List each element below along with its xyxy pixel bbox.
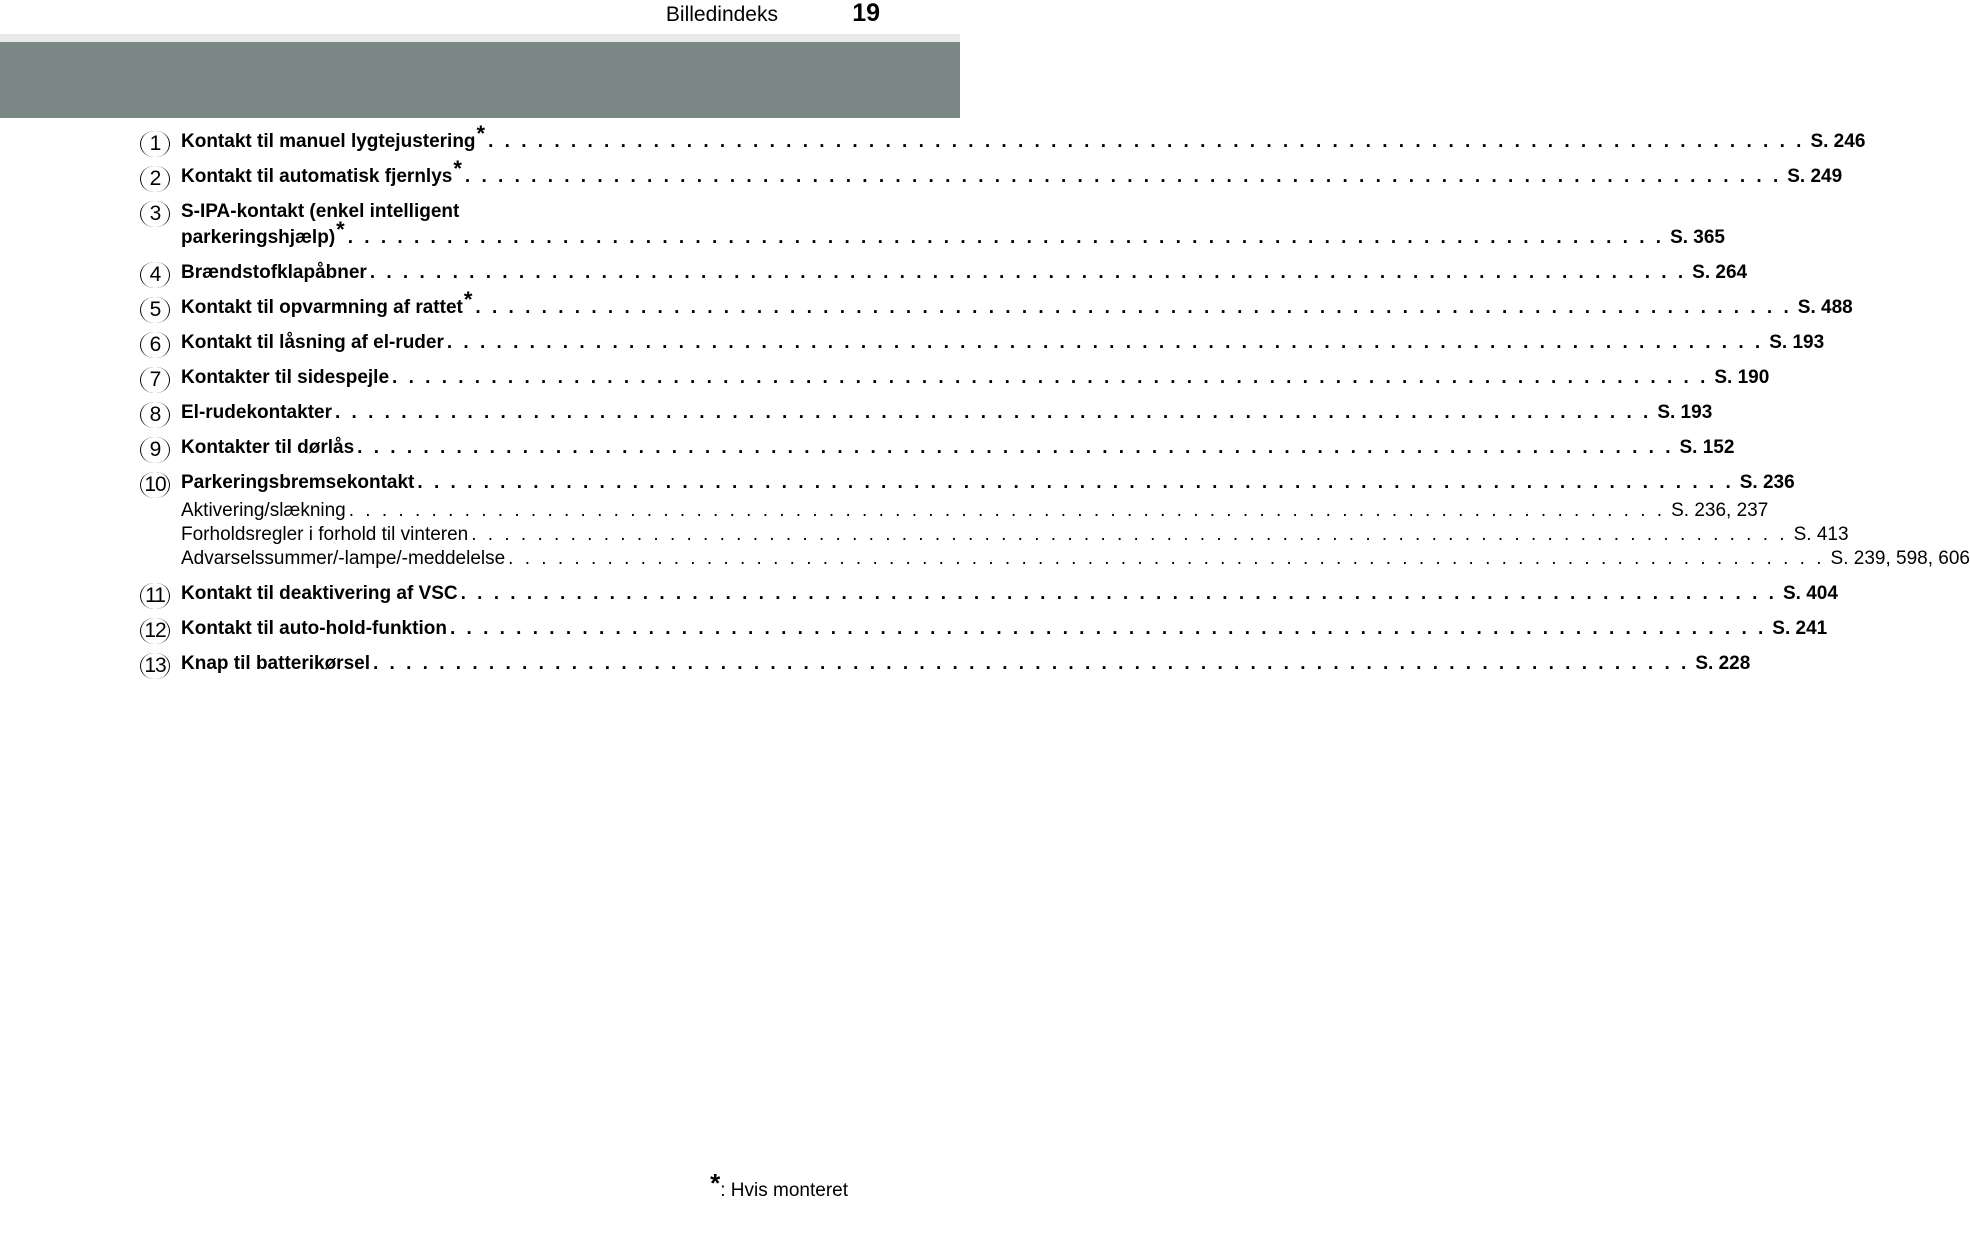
entry-row — [181, 287, 1853, 320]
entry-row — [181, 261, 1748, 285]
entry-row — [181, 121, 1866, 154]
asterisk-mark: * — [453, 156, 462, 181]
callout-number: 3 — [140, 201, 170, 227]
footnote — [710, 1168, 848, 1202]
leader-dots: . . . . . . . . . . . . . . . . . . . . . . . . . . . . . . . . . . . . . . . . . . . . . . . . . . . . . . . . . . . . . . . . . . . . . . . . . . . . . . . . — [460, 583, 1777, 604]
sub-entry-row — [181, 499, 1769, 523]
entry-label: Kontakt til auto-hold-funktion — [181, 618, 447, 639]
entry-label-wrap — [181, 401, 332, 425]
page-reference[interactable]: S. 190 — [1714, 367, 1770, 388]
leader-dots: . . . . . . . . . . . . . . . . . . . . . . . . . . . . . . . . . . . . . . . . . . . . . . . . . . . . . . . . . . . . . . . . . . . . . . . . . . . . . . . . — [449, 618, 1767, 639]
index-entry — [140, 617, 1828, 642]
index-entry — [140, 331, 1825, 356]
leader-dots: . . . . . . . . . . . . . . . . . . . . . . . . . . . . . . . . . . . . . . . . . . . . . . . . . . . . . . . . . . . . . . . . . . . . . . . . . . . . . . . . — [369, 262, 1687, 283]
callout-number: 10 — [140, 472, 170, 498]
sub-entry-label: Advarselssummer/-lampe/-meddelelse — [181, 548, 506, 569]
leader-dots: . . . . . . . . . . . . . . . . . . . . . . . . . . . . . . . . . . . . . . . . . . . . . . . . . . . . . . . . . . . . . . . . . . . . . . . . . . . . . . . . — [471, 524, 1788, 545]
entry-label-wrap — [181, 156, 462, 189]
entry-label-wrap — [181, 121, 486, 154]
page-reference[interactable]: S. 488 — [1797, 297, 1853, 318]
asterisk-mark: * — [476, 121, 486, 146]
leader-dots: . . . . . . . . . . . . . . . . . . . . . . . . . . . . . . . . . . . . . . . . . . . . . . . . . . . . . . . . . . . . . . . . . . . . . . . . . . . . . . . . — [475, 297, 1792, 318]
entry-label: Knap til batterikørsel — [181, 653, 370, 674]
footnote-text: : Hvis monteret — [720, 1180, 848, 1201]
index-entry — [140, 261, 1748, 286]
entry-row — [181, 156, 1843, 189]
entry-label-wrap — [181, 331, 444, 355]
sub-entry-label: Forholdsregler i forhold til vinteren — [181, 524, 469, 545]
callout-number: 9 — [140, 437, 170, 463]
index-entry — [140, 121, 1866, 155]
entry-label-wrap — [181, 287, 473, 320]
index-entry — [140, 582, 1838, 607]
entry-row — [181, 652, 1751, 676]
entry-label: Kontakt til opvarmning af rattet — [181, 297, 463, 318]
page-reference[interactable]: S. 365 — [1670, 227, 1725, 248]
page-number: 19 — [852, 0, 880, 27]
page-reference[interactable]: S. 152 — [1679, 437, 1735, 458]
entry-label-line1: S-IPA-kontakt (enkel intelligent — [181, 201, 460, 222]
entry-row — [181, 471, 1795, 495]
callout-number: 4 — [140, 262, 170, 288]
entry-label-wrap — [181, 471, 414, 495]
entry-label-wrap — [181, 617, 447, 641]
sub-page-reference[interactable]: S. 236, 237 — [1671, 500, 1769, 521]
asterisk-mark: * — [336, 217, 345, 242]
sub-entry-row — [181, 547, 1970, 571]
sub-entry-label: Aktivering/slækning — [181, 500, 346, 521]
callout-number: 13 — [140, 653, 170, 679]
footnote-star: * — [710, 1168, 721, 1198]
callout-number: 11 — [140, 583, 170, 609]
entry-row — [181, 617, 1828, 641]
leader-dots: . . . . . . . . . . . . . . . . . . . . . . . . . . . . . . . . . . . . . . . . . . . . . . . . . . . . . . . . . . . . . . . . . . . . . . . . . . . . . . . . — [373, 653, 1690, 674]
entry-row — [181, 436, 1735, 460]
callout-number: 12 — [140, 618, 170, 644]
callout-number: 5 — [140, 297, 170, 323]
index-entry — [140, 401, 1713, 426]
entry-label-wrap — [181, 261, 367, 285]
page-reference[interactable]: S. 236 — [1739, 472, 1795, 493]
entry-row — [181, 401, 1713, 425]
index-entry — [140, 471, 1970, 571]
entry-row — [181, 366, 1770, 390]
page-reference[interactable]: S. 228 — [1695, 653, 1751, 674]
callout-number: 2 — [140, 166, 170, 192]
page-reference[interactable]: S. 241 — [1772, 618, 1828, 639]
index-entry — [140, 366, 1770, 391]
callout-number: 7 — [140, 367, 170, 393]
sub-page-reference[interactable]: S. 413 — [1793, 524, 1849, 545]
entry-label: Kontakt til låsning af el-ruder — [181, 332, 444, 353]
asterisk-mark: * — [463, 287, 473, 312]
callout-number: 6 — [140, 332, 170, 358]
leader-dots: . . . . . . . . . . . . . . . . . . . . . . . . . . . . . . . . . . . . . . . . . . . . . . . . . . . . . . . . . . . . . . . . . . . . . . . . . . . . . . . . — [348, 500, 1666, 521]
entry-label: parkeringshjælp) — [181, 227, 336, 248]
leader-dots: . . . . . . . . . . . . . . . . . . . . . . . . . . . . . . . . . . . . . . . . . . . . . . . . . . . . . . . . . . . . . . . . . . . . . . . . . . . . . . . . — [417, 472, 1734, 493]
index-entry — [140, 156, 1843, 190]
index-list — [140, 121, 1970, 687]
leader-dots: . . . . . . . . . . . . . . . . . . . . . . . . . . . . . . . . . . . . . . . . . . . . . . . . . . . . . . . . . . . . . . . . . . . . . . . . . . . . . . . . — [334, 402, 1652, 423]
entry-label: El-rudekontakter — [181, 402, 332, 423]
entry-label: Parkeringsbremsekontakt — [181, 472, 415, 493]
index-entry — [140, 200, 1725, 250]
callout-number: 8 — [140, 402, 170, 428]
callout-number: 1 — [140, 131, 170, 157]
leader-dots: . . . . . . . . . . . . . . . . . . . . . . . . . . . . . . . . . . . . . . . . . . . . . . . . . . . . . . . . . . . . . . . . . . . . . . . . . . . . . . . . — [446, 332, 1764, 353]
leader-dots: . . . . . . . . . . . . . . . . . . . . . . . . . . . . . . . . . . . . . . . . . . . . . . . . . . . . . . . . . . . . . . . . . . . . . . . . . . . . . . . . — [357, 437, 1674, 458]
entry-label: Kontakt til manuel lygtejustering — [181, 131, 476, 152]
entry-label-wrap — [181, 582, 458, 606]
entry-label-wrap — [181, 366, 389, 390]
sub-entry-list — [181, 499, 1970, 571]
page-reference[interactable]: S. 249 — [1787, 166, 1843, 187]
index-entry — [140, 652, 1751, 677]
sub-page-reference[interactable]: S. 239, 598, 606 — [1830, 548, 1970, 569]
entry-row — [181, 582, 1838, 606]
leader-dots: . . . . . . . . . . . . . . . . . . . . . . . . . . . . . . . . . . . . . . . . . . . . . . . . . . . . . . . . . . . . . . . . . . . . . . . . . . . . . . . . — [347, 227, 1665, 248]
entry-label-wrap — [181, 652, 370, 676]
page-reference[interactable]: S. 404 — [1782, 583, 1838, 604]
section-title: Billedindeks — [665, 3, 778, 26]
leader-dots: . . . . . . . . . . . . . . . . . . . . . . . . . . . . . . . . . . . . . . . . . . . . . . . . . . . . . . . . . . . . . . . . . . . . . . . . . . . . . . . . — [488, 131, 1805, 152]
entry-row — [181, 217, 1725, 250]
entry-label: Kontakt til automatisk fjernlys — [181, 166, 453, 187]
leader-dots: . . . . . . . . . . . . . . . . . . . . . . . . . . . . . . . . . . . . . . . . . . . . . . . . . . . . . . . . . . . . . . . . . . . . . . . . . . . . . . . . — [392, 367, 1709, 388]
sub-entry-row — [181, 523, 1849, 547]
entry-row — [181, 331, 1825, 355]
page-reference[interactable]: S. 264 — [1692, 262, 1748, 283]
index-entry — [140, 287, 1853, 321]
header-rule — [0, 34, 960, 42]
leader-dots: . . . . . . . . . . . . . . . . . . . . . . . . . . . . . . . . . . . . . . . . . . . . . . . . . . . . . . . . . . . . . . . . . . . . . . . . . . . . . . . . — [464, 166, 1782, 187]
page-reference[interactable]: S. 193 — [1657, 402, 1713, 423]
leader-dots: . . . . . . . . . . . . . . . . . . . . . . . . . . . . . . . . . . . . . . . . . . . . . . . . . . . . . . . . . . . . . . . . . . . . . . . . . . . . . . . . — [508, 548, 1825, 569]
entry-label: Kontakt til deaktivering af VSC — [181, 583, 458, 604]
entry-label-wrap — [181, 436, 354, 460]
entry-label: Kontakter til dørlås — [181, 437, 355, 458]
page-reference[interactable]: S. 193 — [1769, 332, 1825, 353]
index-entry — [140, 436, 1735, 461]
header-strip — [0, 0, 960, 34]
header-band — [0, 42, 960, 118]
entry-label: Kontakter til sidespejle — [181, 367, 390, 388]
page-reference[interactable]: S. 246 — [1810, 131, 1866, 152]
entry-label-wrap — [181, 217, 345, 250]
entry-label: Brændstofklapåbner — [181, 262, 367, 283]
